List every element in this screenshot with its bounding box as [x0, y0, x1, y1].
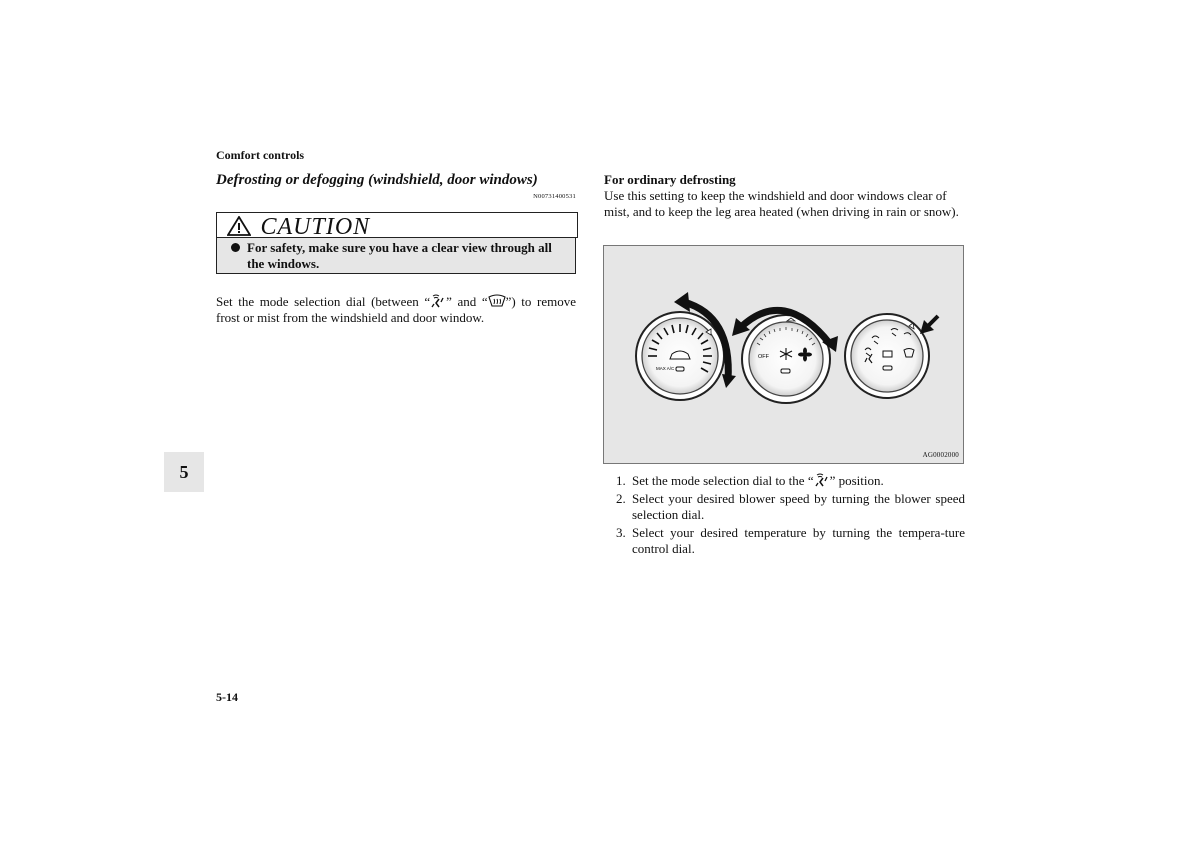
step-text-b: ” position. [829, 473, 884, 488]
list-item [604, 491, 965, 523]
step-number: 3. [616, 525, 626, 540]
arrow-head-left-bottom [722, 374, 736, 388]
temperature-dial [636, 312, 724, 400]
off-label: OFF [758, 354, 769, 360]
windshield-defrost-icon [488, 294, 506, 308]
max-ac-label: MAX A/C [656, 366, 675, 371]
step-number: 1. [616, 473, 626, 488]
reference-code: N00731400531 [533, 193, 576, 200]
step-text-a: Set the mode selection dial to the “ [632, 473, 814, 488]
step-text: Select your desired temperature by turning the tempera-ture control dial. [632, 525, 965, 556]
steps-list [604, 473, 965, 559]
figure-code: AG0002000 [922, 451, 959, 459]
foot-defrost-icon [814, 473, 830, 487]
caution-text: For safety, make sure you have a clear view through all the windows. [247, 239, 552, 271]
warning-triangle-icon [227, 216, 251, 236]
list-item [604, 525, 965, 557]
caution-header [216, 212, 578, 238]
foot-defrost-icon [430, 294, 446, 308]
section-header: Comfort controls [216, 148, 305, 162]
caution-box [216, 212, 576, 274]
ordinary-defrosting-paragraph: Use this setting to keep the windshield and door windows clear of mist, and to keep the leg area heated (when driving in rain or snow). [604, 188, 959, 219]
paragraph-part-3: ”) to remove frost or mist from the windshield and door window. [216, 294, 577, 325]
page-number: 5-14 [216, 690, 238, 704]
climate-dials-illustration [604, 246, 963, 463]
caution-body [217, 238, 575, 272]
paragraph-part-2: ” and “ [446, 294, 488, 309]
step-number: 2. [616, 491, 626, 506]
chapter-tab: 5 [164, 452, 204, 492]
bullet [231, 243, 240, 252]
climate-control-figure [603, 245, 964, 464]
arrow-head-left [674, 292, 690, 312]
caution-label: CAUTION [260, 213, 371, 240]
mode-selection-dial [845, 314, 929, 398]
list-item [604, 473, 965, 489]
paragraph-part-1: Set the mode selection dial (between “ [216, 294, 431, 309]
step-text: Select your desired blower speed by turning the blower speed selection dial. [632, 491, 965, 522]
subsection-heading: For ordinary defrosting [604, 172, 736, 187]
section-title: Defrosting or defogging (windshield, door windows) [216, 172, 538, 188]
pointer-arrow [920, 316, 938, 334]
mode-dial-paragraph [216, 294, 576, 326]
